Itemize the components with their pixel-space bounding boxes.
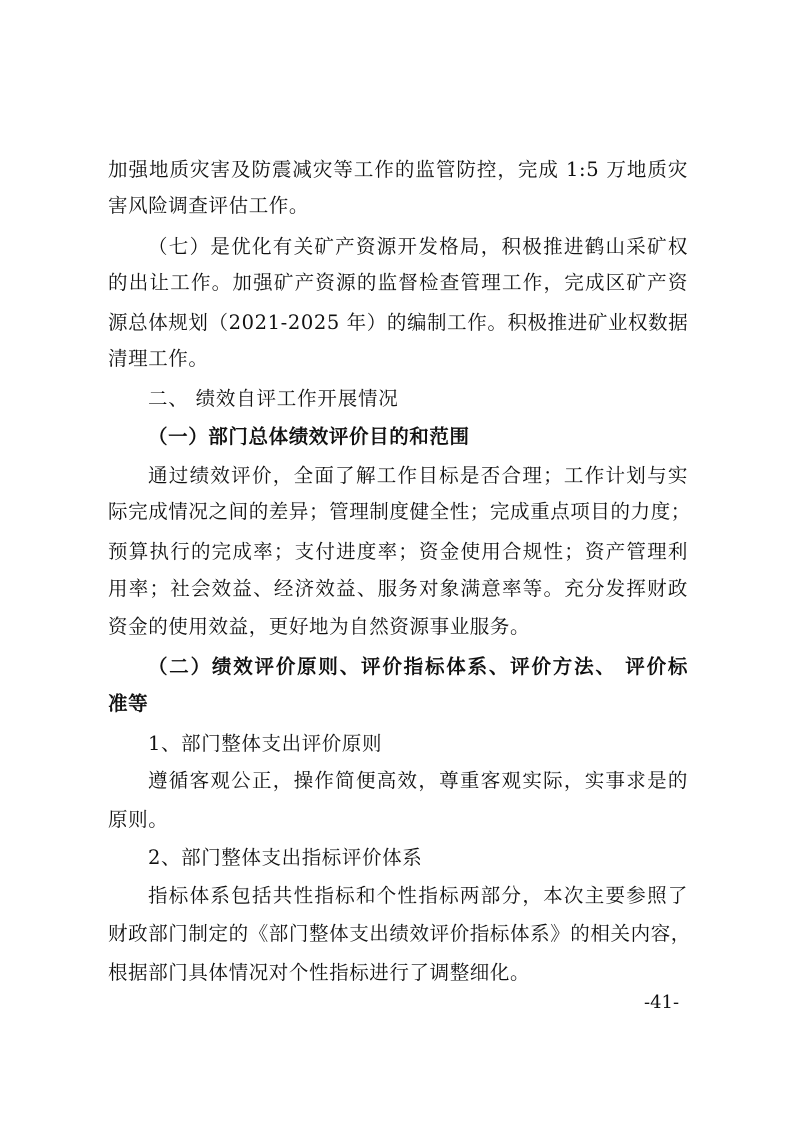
paragraph-line: 预算执行的完成率；支付进度率；资金使用合规性；资产管理利 — [108, 540, 688, 563]
section-heading: 二、 绩效自评工作开展情况 — [148, 387, 399, 410]
subsection-heading-continued: 准等 — [108, 692, 149, 715]
paragraph-line: 的出让工作。加强矿产资源的监督检查管理工作，完成区矿产资 — [108, 271, 688, 294]
paragraph-line: 财政部门制定的《部门整体支出绩效评价指标体系》的相关内容， — [108, 922, 691, 945]
numbered-item: 1、部门整体支出评价原则 — [148, 732, 383, 755]
page-number: -41- — [644, 992, 680, 1013]
paragraph-line: 遵循客观公正，操作简便高效，尊重客观实际，实事求是的 — [148, 769, 688, 792]
paragraph-line: 源总体规划（2021-2025 年）的编制工作。积极推进矿业权数据 — [108, 311, 689, 334]
paragraph-line: 指标体系包括共性指标和个性指标两部分，本次主要参照了 — [148, 884, 688, 907]
paragraph-line: 根据部门具体情况对个性指标进行了调整细化。 — [108, 961, 531, 984]
numbered-item: 2、部门整体支出指标评价体系 — [148, 846, 423, 869]
paragraph-line: 原则。 — [108, 808, 169, 831]
paragraph-line: 加强地质灾害及防震减灾等工作的监管防控，完成 1:5 万地质灾 — [108, 158, 688, 181]
paragraph-line: 资金的使用效益，更好地为自然资源事业服务。 — [108, 615, 531, 638]
subsection-heading: （二）绩效评价原则、评价指标体系、评价方法、 评价标 — [148, 655, 688, 678]
subsection-heading: （一）部门总体绩效评价目的和范围 — [148, 425, 470, 448]
paragraph-line: （七）是优化有关矿产资源开发格局，积极推进鹤山采矿权 — [148, 235, 688, 258]
paragraph-line: 际完成情况之间的差异；管理制度健全性；完成重点项目的力度； — [108, 500, 691, 523]
paragraph-line: 通过绩效评价，全面了解工作目标是否合理；工作计划与实 — [148, 464, 688, 487]
paragraph-line: 害风险调查评估工作。 — [108, 194, 310, 217]
paragraph-line: 清理工作。 — [108, 347, 209, 370]
paragraph-line: 用率；社会效益、经济效益、服务对象满意率等。充分发挥财政 — [108, 577, 688, 600]
